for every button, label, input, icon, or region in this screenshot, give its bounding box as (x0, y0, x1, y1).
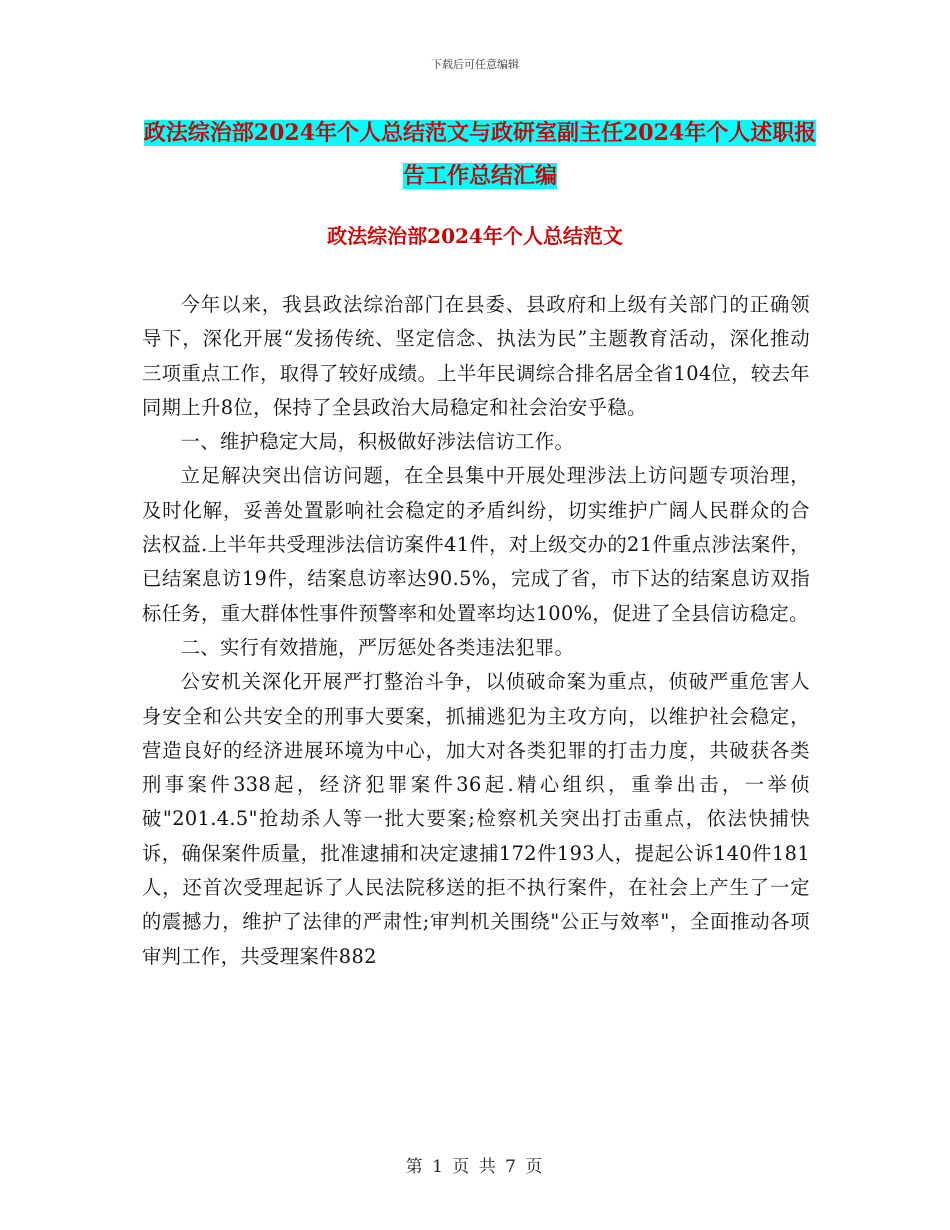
body-text (142, 288, 810, 974)
document-title-text: 政法综治部2024年个人总结范文与政研室副主任2024年个人述职报告工作总结汇编 (143, 120, 817, 189)
paragraph-petition: 立足解决突出信访问题，在全县集中开展处理涉法上访问题专项治理，及时化解，妥善处置影响社会稳定的矛盾纠纷，切实维护广阔人民群众的合法权益.上半年共受理涉法信访案件41件，对上级交办的21件重点涉法案件，已结案息访19件，结案息访率达90.5%，完成了省，市下达的结案息访双指标任务，重大群体性事件预警率和处置率均达100%，促进了全县信访稳定。 (142, 464, 810, 625)
paragraph-intro: 今年以来，我县政法综治部门在县委、县政府和上级有关部门的正确领导下，深化开展“发扬传统、坚定信念、执法为民”主题教育活动，深化推动三项重点工作，取得了较好成绩。上半年民调综合排名居全省104位，较去年同期上升8位，保持了全县政治大局稳定和社会治安乎稳。 (142, 293, 810, 419)
paragraph-heading-2: 二、实行有效措施，严厉惩处各类违法犯罪。 (180, 635, 575, 659)
section-title: 政法综治部2024年个人总结范文 (327, 224, 623, 248)
header-note: 下载后可任意编辑 (431, 58, 519, 71)
page-footer: 第 1 页 共 7 页 (405, 1157, 545, 1177)
paragraph-heading-1: 一、维护稳定大局，积极做好涉法信访工作。 (180, 430, 575, 454)
document-title (140, 112, 820, 198)
paragraph-crime: 公安机关深化开展严打整治斗争，以侦破命案为重点，侦破严重危害人身安全和公共安全的刑事大要案，抓捕逃犯为主攻方向，以维护社会稳定，营造良好的经济进展环境为中心，加大对各类犯罪的打击力度，共破获各类刑事案件338起，经济犯罪案件36起.精心组织，重拳出击，一举侦破"201.4.5"抢劫杀人等一批大要案;检察机关突出打击重点，依法快捕快诉，确保案件质量，批准逮捕和决定逮捕172件193人，提起公诉140件181人，还首次受理起诉了人民法院移送的拒不执行案件，在社会上产生了一定的震撼力，维护了法律的严肃性;审判机关围绕"公正与效率"，全面推动各项审判工作，共受理案件882 (142, 670, 810, 968)
